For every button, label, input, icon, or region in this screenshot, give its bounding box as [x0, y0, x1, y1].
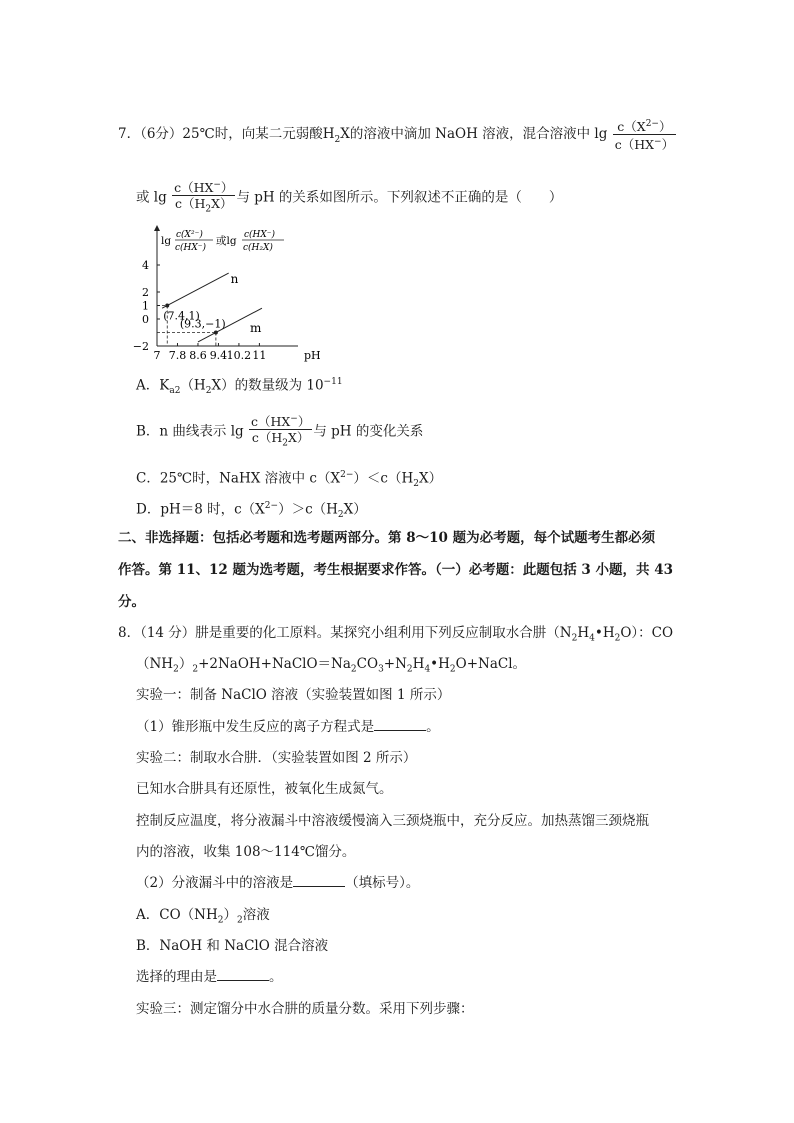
q8-exp3: 实验三：测定馏分中水合肼的质量分数。采用下列步骤： — [136, 1001, 474, 1017]
answer-blank-2 — [293, 874, 345, 887]
q7-stem-line1: 7．（6分）25℃时，向某二元弱酸$H_2X$的溶液中滴加 NaOH 溶液，混合溶液中 lg $\frac{c(X^{2-})}{c(HX^-)}$ — [118, 119, 675, 153]
section2-line3: 分。 — [118, 594, 145, 610]
q8-question2: （2）分液漏斗中的溶液是 （填标号）。 — [136, 875, 420, 891]
option-b-fraction: $\frac{c(HX^-)}{c(H_2X)}$ — [250, 414, 311, 449]
y-tick-label: 4 — [142, 259, 149, 272]
section2-line2: 作答。第 11、12 题为选考题，考生根据要求作答。（一）必考题：此题包括 3 小题，共 43 — [118, 562, 674, 578]
y-tick-label: 0 — [142, 313, 149, 326]
x-tick-label: 11 — [252, 349, 267, 362]
section2-line1: 二、非选择题：包括必考题和选考题两部分。第 8～10 题为必考题，每个试题考生都必须 — [118, 530, 656, 546]
q8-option-a: A．$CO(NH_2)_2$溶液 — [136, 907, 270, 926]
x-tick-label: 8.6 — [189, 349, 207, 362]
xlabel: pH — [304, 349, 321, 362]
x-tick-label: 9.4 — [209, 349, 228, 362]
option-d: D．pH＝8 时，$c(X^{2-})>c(H_2X)$ — [136, 501, 367, 521]
q7-fraction-1: $\frac{c(X^{2-})}{c(HX^-)}$ — [614, 119, 675, 153]
q8-known: 已知水合肼具有还原性，被氧化生成氮气。 — [136, 781, 393, 797]
x-tick-label: 10.2 — [226, 349, 252, 362]
q8-question1: （1）锥形瓶中发生反应的离子方程式是 。 — [136, 719, 440, 735]
q8-stem-line1: 8．（14 分）肼是重要的化工原料。某探究小组利用下列反应制取水合肼$(N_2H_4•H_2O)$：CO — [118, 625, 674, 644]
y-tick-label: 1 — [142, 299, 149, 313]
q8-stem-line2: $(NH_2)_2+2NaOH+NaClO=Na_2CO_3+N_2H_4•H_2O+NaCl$。 — [136, 656, 527, 675]
ylabel-frac1-num: c(X²⁻) — [176, 230, 203, 240]
answer-blank-3 — [217, 968, 269, 981]
ylabel-frac2-num: c(HX⁻) — [244, 230, 276, 240]
q8-option-b: B．NaOH 和 NaClO 混合溶液 — [136, 938, 329, 954]
option-c: C．25℃时，NaHX 溶液中 $c(X^{2-})<c(H_2X)$ — [136, 470, 443, 490]
answer-blank-1 — [374, 718, 426, 731]
q8-exp2: 实验二：制取水合肼．（实验装置如图 2 所示） — [136, 750, 417, 766]
series-label-m: m — [249, 321, 262, 336]
series-line-n — [162, 273, 229, 308]
q8-control-line1: 控制反应温度，将分液漏斗中溶液缓慢滴入三颈烧瓶中，充分反应。加热蒸馏三颈烧瓶 — [136, 813, 649, 829]
y-tick-label: 2 — [142, 286, 149, 299]
x-tick-label: 7 — [153, 349, 161, 362]
q8-exp1: 实验一：制备 NaClO 溶液（实验装置如图 1 所示） — [136, 687, 451, 703]
q7-fraction-2: $\frac{c(HX^-)}{c(H_2X)}$ — [174, 180, 234, 215]
ylabel-mid: 或lg — [216, 235, 237, 247]
q8-control-line2: 内的溶液，收集 108～114℃馏分。 — [136, 844, 356, 860]
ph-chart — [130, 222, 330, 368]
data-point — [165, 304, 169, 308]
ylabel-prefix: lg — [161, 235, 172, 247]
ylabel-frac2-den: c(H₂X) — [243, 243, 273, 253]
point-label: (9.3,−1) — [179, 317, 226, 331]
option-a: A．$K_{a2}(H_2X)$的数量级为 $10^{-11}$ — [136, 377, 343, 397]
x-tick-label: 7.8 — [168, 349, 187, 362]
q7-stem-line2: 或 lg $\frac{c(HX^-)}{c(H_2X)}$ 与 pH 的关系如图所示。下列叙述不正确的是（ ） — [136, 178, 562, 218]
point-label: (7.4,1) — [163, 309, 200, 323]
y-tick-label: −2 — [132, 340, 149, 353]
q8-reason: 选择的理由是 。 — [136, 969, 283, 985]
series-label-n: n — [230, 272, 239, 287]
data-point — [214, 331, 218, 335]
ylabel-frac1-den: c(HX⁻) — [175, 243, 207, 253]
option-b: B．n 曲线表示 lg $\frac{c(HX^-)}{c(H_2X)}$ 与 pH 的变化关系 — [136, 412, 423, 452]
